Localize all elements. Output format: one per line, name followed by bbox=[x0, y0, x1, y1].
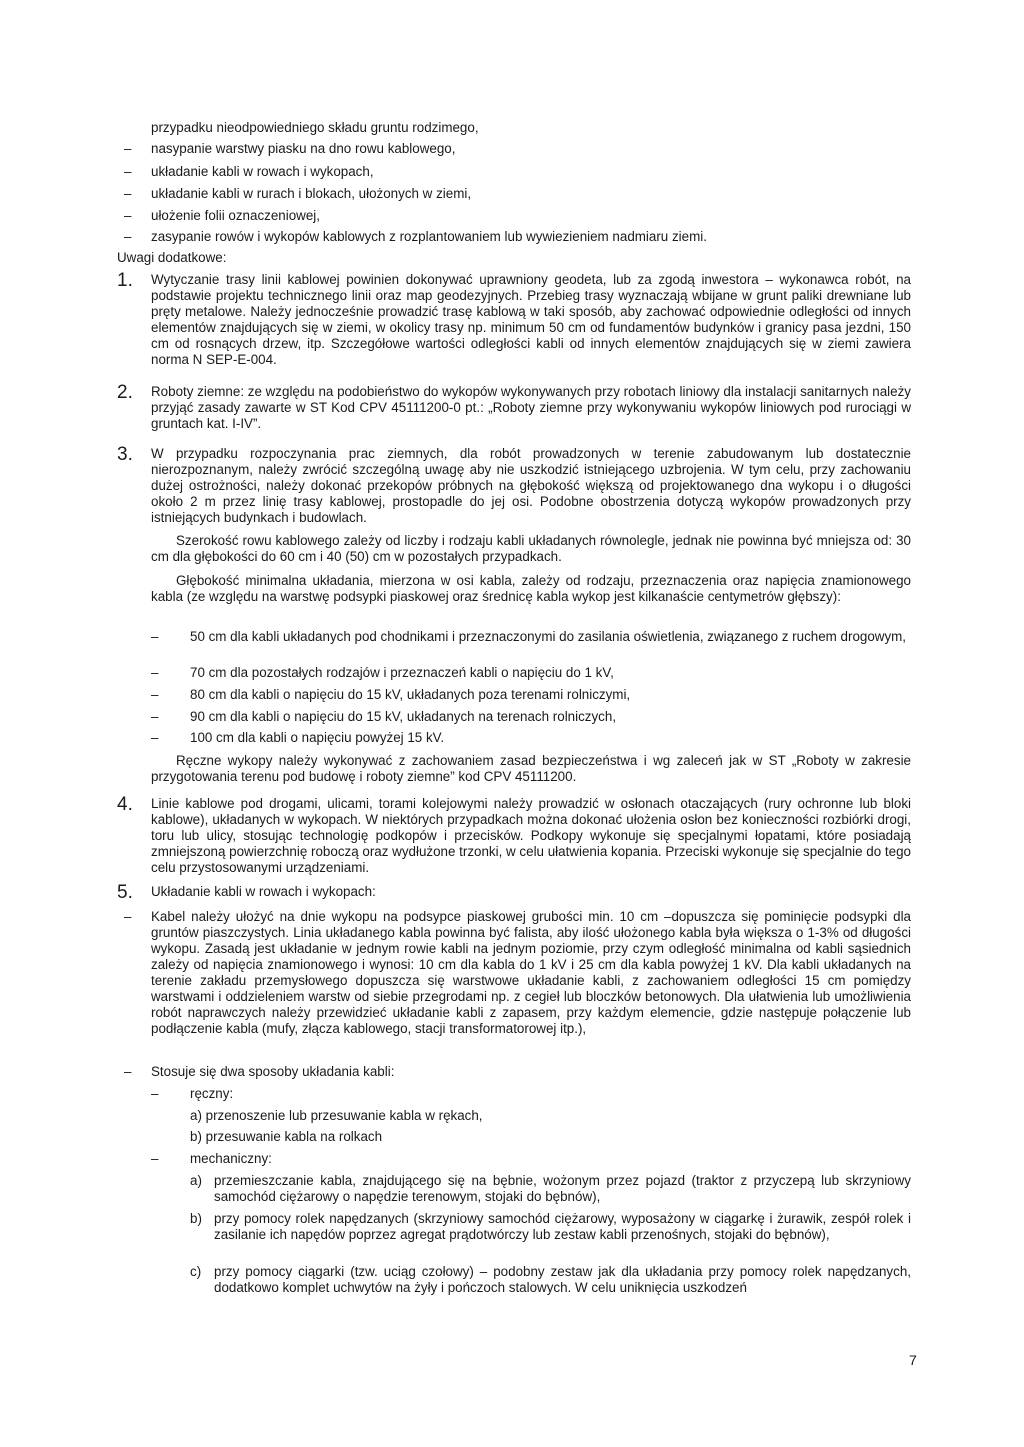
item-4-text: Linie kablowe pod drogami, ulicami, torami kolejowymi należy prowadzić w osłonach otaczających (rury ochronne lub bloki kablowe), układanych w wykopach. W niektórych przypadkach można dokonać ułożenia osłon bez konieczności rozbiórki drogi, toru lub ulicy, stosując technologię podkopów i przecisków. Podkopy wykonuje się specjalnymi łopatami, które posiadają zmniejszoną powierzchnię roboczą oraz wydłużone trzonki, w celu ułatwienia kopania. Przeciski wykonuje się specjalnie do tego celu przystosowanymi urządzeniami. bbox=[151, 796, 911, 875]
para-szerokosc: Szerokość rowu kablowego zależy od liczby i rodzaju kabli układanych równolegle, jednak nie powinna być mniejsza od: 30 cm dla głębokości do 60 cm i 40 (50) cm w pozostałych przypadkach. bbox=[151, 533, 911, 564]
item-number: 1. bbox=[117, 270, 133, 291]
list-item-text: układanie kabli w rowach i wykopach, bbox=[151, 164, 374, 179]
bullet-dash: – bbox=[151, 629, 159, 644]
para-glebokosc: Głębokość minimalna układania, mierzona w osi kabla, zależy od rodzaju, przeznaczenia oraz napięcia znamionowego kabla (ze względu na warstwę podsypki piaskowej oraz średnicę kabla wykop jest kilkanaście centymetrów głębszy): bbox=[151, 573, 911, 604]
list-item-text: ręczny: bbox=[190, 1086, 234, 1101]
intro-line: przypadku nieodpowiedniego składu gruntu rodzimego, bbox=[151, 120, 479, 135]
option-text: przemieszczanie kabla, znajdującego się na bębnie, wożonym przez pojazd (traktor z przyczepą lub skrzyniowy samochód ciężarowy o napędzie terenowym, stojaki do bębnów), bbox=[214, 1173, 911, 1204]
list-item-text: 100 cm dla kabli o napięciu powyżej 15 kV. bbox=[190, 730, 445, 745]
item-number: 4. bbox=[117, 794, 133, 815]
option-letter: a) bbox=[190, 1173, 202, 1188]
option-letter: c) bbox=[190, 1264, 202, 1279]
list-item-text: 50 cm dla kabli układanych pod chodnikami i przeznaczonymi do zasilania oświetlenia, związanego z ruchem drogowym, bbox=[190, 629, 907, 644]
kabel-paragraph: Kabel należy ułożyć na dnie wykopu na podsypce piaskowej grubości min. 10 cm –dopuszcza się pominięcie podsypki dla gruntów piaszczystych. Linia układanego kabla powinna być falista, aby ilość ułożonego kabla była większa o 1-3% od długości wykopu. Zasadą jest układanie w jednym rowie kabli na jednym poziomie, przy czym odległość minimalna od kabli sąsiednich zależy od napięcia znamionowego i wynosi: 10 cm dla kabla do 1 kV i 25 cm dla kabla powyżej 1 kV. Dla kabli układanych na terenie zakładu przemysłowego dopuszcza się warstwowe układanie kabli, z zachowaniem odległości 15 cm pomiędzy warstwami i oddzieleniem warstw od siebie przegrodami np. z cegieł lub bloczków betonowych. Dla ułatwienia lub umożliwienia robót naprawczych należy przewidzieć układanie kabli z zapasem, przy każdym elemencie, gdzie następuje połączenie lub podłączenie kabla (mufy, złącza kablowego, stacji transformatorowej itp.), bbox=[151, 909, 911, 1036]
list-item-text: zasypanie rowów i wykopów kablowych z rozplantowaniem lub wywiezieniem nadmiaru ziemi. bbox=[151, 229, 707, 244]
list-item-text: 80 cm dla kabli o napięciu do 15 kV, układanych poza terenami rolniczymi, bbox=[190, 687, 631, 702]
list-item-text: ułożenie folii oznaczeniowej, bbox=[151, 208, 320, 223]
option-letter: b) bbox=[190, 1211, 202, 1226]
list-item-text: mechaniczny: bbox=[190, 1151, 272, 1166]
item-number: 3. bbox=[117, 444, 133, 465]
bullet-dash: – bbox=[124, 909, 132, 924]
option-text: przy pomocy ciągarki (tzw. uciąg czołowy) – podobny zestaw jak dla układania przy pomocy rolek napędzanych, dodatkowo komplet uchwytów na żyły i pończoch stalowych. W celu uniknięcia uszkodzeń bbox=[214, 1264, 911, 1295]
bullet-dash: – bbox=[151, 730, 159, 745]
bullet-dash: – bbox=[151, 687, 159, 702]
bullet-dash: – bbox=[124, 186, 132, 201]
page-number: 7 bbox=[909, 1352, 917, 1368]
list-item-text: 90 cm dla kabli o napięciu do 15 kV, układanych na terenach rolniczych, bbox=[190, 709, 617, 724]
item-1-text: Wytyczanie trasy linii kablowej powinien dokonywać uprawniony geodeta, lub za zgodą inwestora – wykonawca robót, na podstawie projektu technicznego linii oraz map geodezyjnych. Przebieg trasy wyznaczają wbijane w grunt paliki drewniane lub pręty metalowe. Należy jednocześnie prowadzić trasę kablową w taki sposób, aby zachować odpowiednie odległości od innych elementów znajdujących się w ziemi, w okolicy trasy np. minimum 50 cm od fundamentów budynków i granicy pasa jezdni, 150 cm od rosnących drzew, itp. Szczegółowe wartości odległości kabli od innych elementów znajdujących się w ziemi zawiera norma N SEP-E-004. bbox=[151, 272, 911, 367]
item-2-text: Roboty ziemne: ze względu na podobieństwo do wykopów wykonywanych przy robotach liniowy dla instalacji sanitarnych należy przyjąć zasady zawarte w ST Kod CPV 45111200-0 pt.: „Roboty ziemne przy wykonywaniu wykopów liniowych pod rurociągi w gruntach kat. I-IV”. bbox=[151, 384, 911, 431]
item-3-text: W przypadku rozpoczynania prac ziemnych, dla robót prowadzonych w terenie zabudowanym lub dostatecznie nierozpoznanym, należy zwrócić szczególną uwagę aby nie uszkodzić istniejącego uzbrojenia. W tym celu, przy zachowaniu dużej ostrożności, należy dokonać przekopów próbnych na głębokość większą od projektowanego dna wykopu i o długości około 2 m przez linię trasy kablowej, prostopadle do jej osi. Podobne obostrzenia dotyczą wykopów prowadzonych przy istniejących budynkach i budowlach. bbox=[151, 446, 911, 525]
list-item-text: nasypanie warstwy piasku na dno rowu kablowego, bbox=[151, 141, 456, 156]
item-number: 2. bbox=[117, 382, 133, 403]
list-item-text: 70 cm dla pozostałych rodzajów i przeznaczeń kabli o napięciu do 1 kV, bbox=[190, 665, 614, 680]
list-item-text: Stosuje się dwa sposoby układania kabli: bbox=[151, 1064, 395, 1079]
item-number: 5. bbox=[117, 882, 133, 903]
bullet-dash: – bbox=[124, 1064, 132, 1079]
bullet-dash: – bbox=[124, 141, 132, 156]
bullet-dash: – bbox=[151, 1151, 159, 1166]
bullet-dash: – bbox=[151, 709, 159, 724]
bullet-dash: – bbox=[151, 665, 159, 680]
bullet-dash: – bbox=[124, 164, 132, 179]
para-reczne: Ręczne wykopy należy wykonywać z zachowaniem zasad bezpieczeństwa i wg zaleceń jak w ST „Roboty w zakresie przygotowania terenu pod budowę i roboty ziemne” kod CPV 45111200. bbox=[151, 753, 911, 784]
bullet-dash: – bbox=[124, 229, 132, 244]
reczny-option: a) przenoszenie lub przesuwanie kabla w rękach, bbox=[190, 1108, 483, 1123]
uwagi-heading: Uwagi dodatkowe: bbox=[117, 250, 227, 265]
bullet-dash: – bbox=[151, 1086, 159, 1101]
bullet-dash: – bbox=[124, 208, 132, 223]
reczny-option: b) przesuwanie kabla na rolkach bbox=[190, 1129, 383, 1144]
list-item-text: układanie kabli w rurach i blokach, ułożonych w ziemi, bbox=[151, 186, 472, 201]
item-5-text: Układanie kabli w rowach i wykopach: bbox=[151, 884, 376, 899]
option-text: przy pomocy rolek napędzanych (skrzyniowy samochód ciężarowy, wyposażony w ciągarkę i żurawik, zespół rolek i zasilanie ich napędów poprzez agregat prądotwórczy lub zestaw kabli przenośnych, stojaki do bębnów), bbox=[214, 1211, 911, 1242]
